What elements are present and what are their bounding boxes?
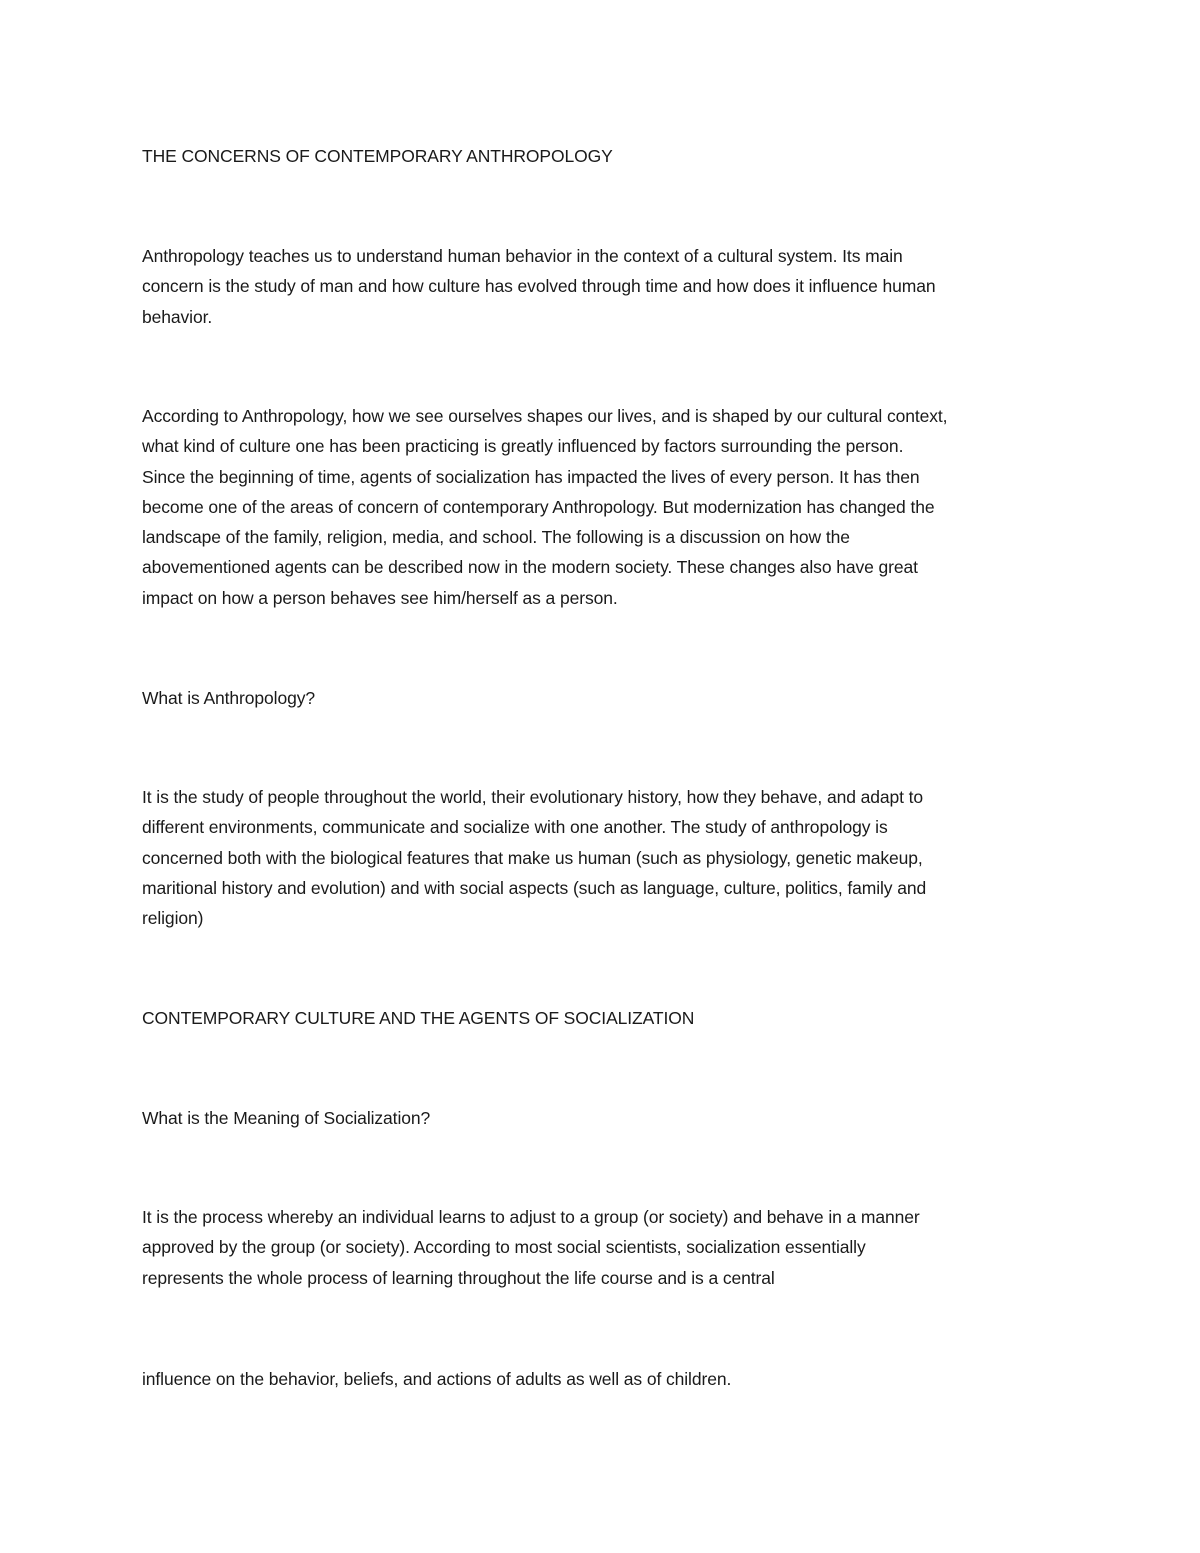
question-socialization-heading — [142, 1103, 1072, 1133]
paragraph-line: concerned both with the biological features that make us human (such as physiology, genetic makeup, — [142, 847, 923, 868]
paragraph-line: what kind of culture one has been practicing is greatly influenced by factors surrounding the person. — [142, 436, 904, 457]
paragraph-line: It is the study of people throughout the world, their evolutionary history, how they behave, and adapt to — [142, 787, 924, 807]
paragraph-line: According to Anthropology, how we see ourselves shapes our lives, and is shaped by our cultural context, — [142, 406, 948, 426]
document-title — [142, 141, 1072, 171]
paragraph-line: landscape of the family, religion, media, and school. The following is a discussion on how the — [142, 527, 850, 548]
section-heading — [142, 1003, 1072, 1033]
paragraph-line: concern is the study of man and how culture has evolved through time and how does it influence human — [142, 276, 936, 297]
question-text: What is Anthropology? — [142, 688, 316, 708]
paragraph-line: religion) — [142, 908, 204, 929]
paragraph-line: Since the beginning of time, agents of socialization has impacted the lives of every person. It has then — [142, 466, 920, 487]
paragraph-line: different environments, communicate and socialize with one another. The study of anthropology is — [142, 817, 888, 838]
section-heading-text: CONTEMPORARY CULTURE AND THE AGENTS OF SOCIALIZATION — [142, 1008, 695, 1028]
paragraph-line: behavior. — [142, 306, 213, 327]
paragraph-line: represents the whole process of learning throughout the life course and is a central — [142, 1267, 775, 1288]
paragraph-line: influence on the behavior, beliefs, and actions of adults as well as of children. — [142, 1369, 732, 1389]
context-paragraph — [142, 401, 1072, 613]
socialization-paragraph — [142, 1202, 1072, 1293]
paragraph-line: impact on how a person behaves see him/herself as a person. — [142, 587, 618, 608]
question-anthropology-heading — [142, 683, 1072, 713]
definition-paragraph — [142, 782, 1072, 933]
title-text: THE CONCERNS OF CONTEMPORARY ANTHROPOLOGY — [142, 146, 613, 166]
intro-paragraph — [142, 241, 1072, 332]
paragraph-line: abovementioned agents can be described now in the modern society. These changes also have great — [142, 557, 918, 578]
paragraph-line: maritional history and evolution) and with social aspects (such as language, culture, politics, family and — [142, 877, 927, 898]
paragraph-line: approved by the group (or society). According to most social scientists, socialization essentially — [142, 1237, 866, 1258]
paragraph-line: become one of the areas of concern of contemporary Anthropology. But modernization has changed the — [142, 496, 935, 517]
paragraph-line: It is the process whereby an individual learns to adjust to a group (or society) and behave in a manner — [142, 1207, 920, 1227]
question-text: What is the Meaning of Socialization? — [142, 1108, 431, 1128]
continuation-paragraph — [142, 1364, 1072, 1394]
paragraph-line: Anthropology teaches us to understand human behavior in the context of a cultural system. Its main — [142, 246, 903, 266]
